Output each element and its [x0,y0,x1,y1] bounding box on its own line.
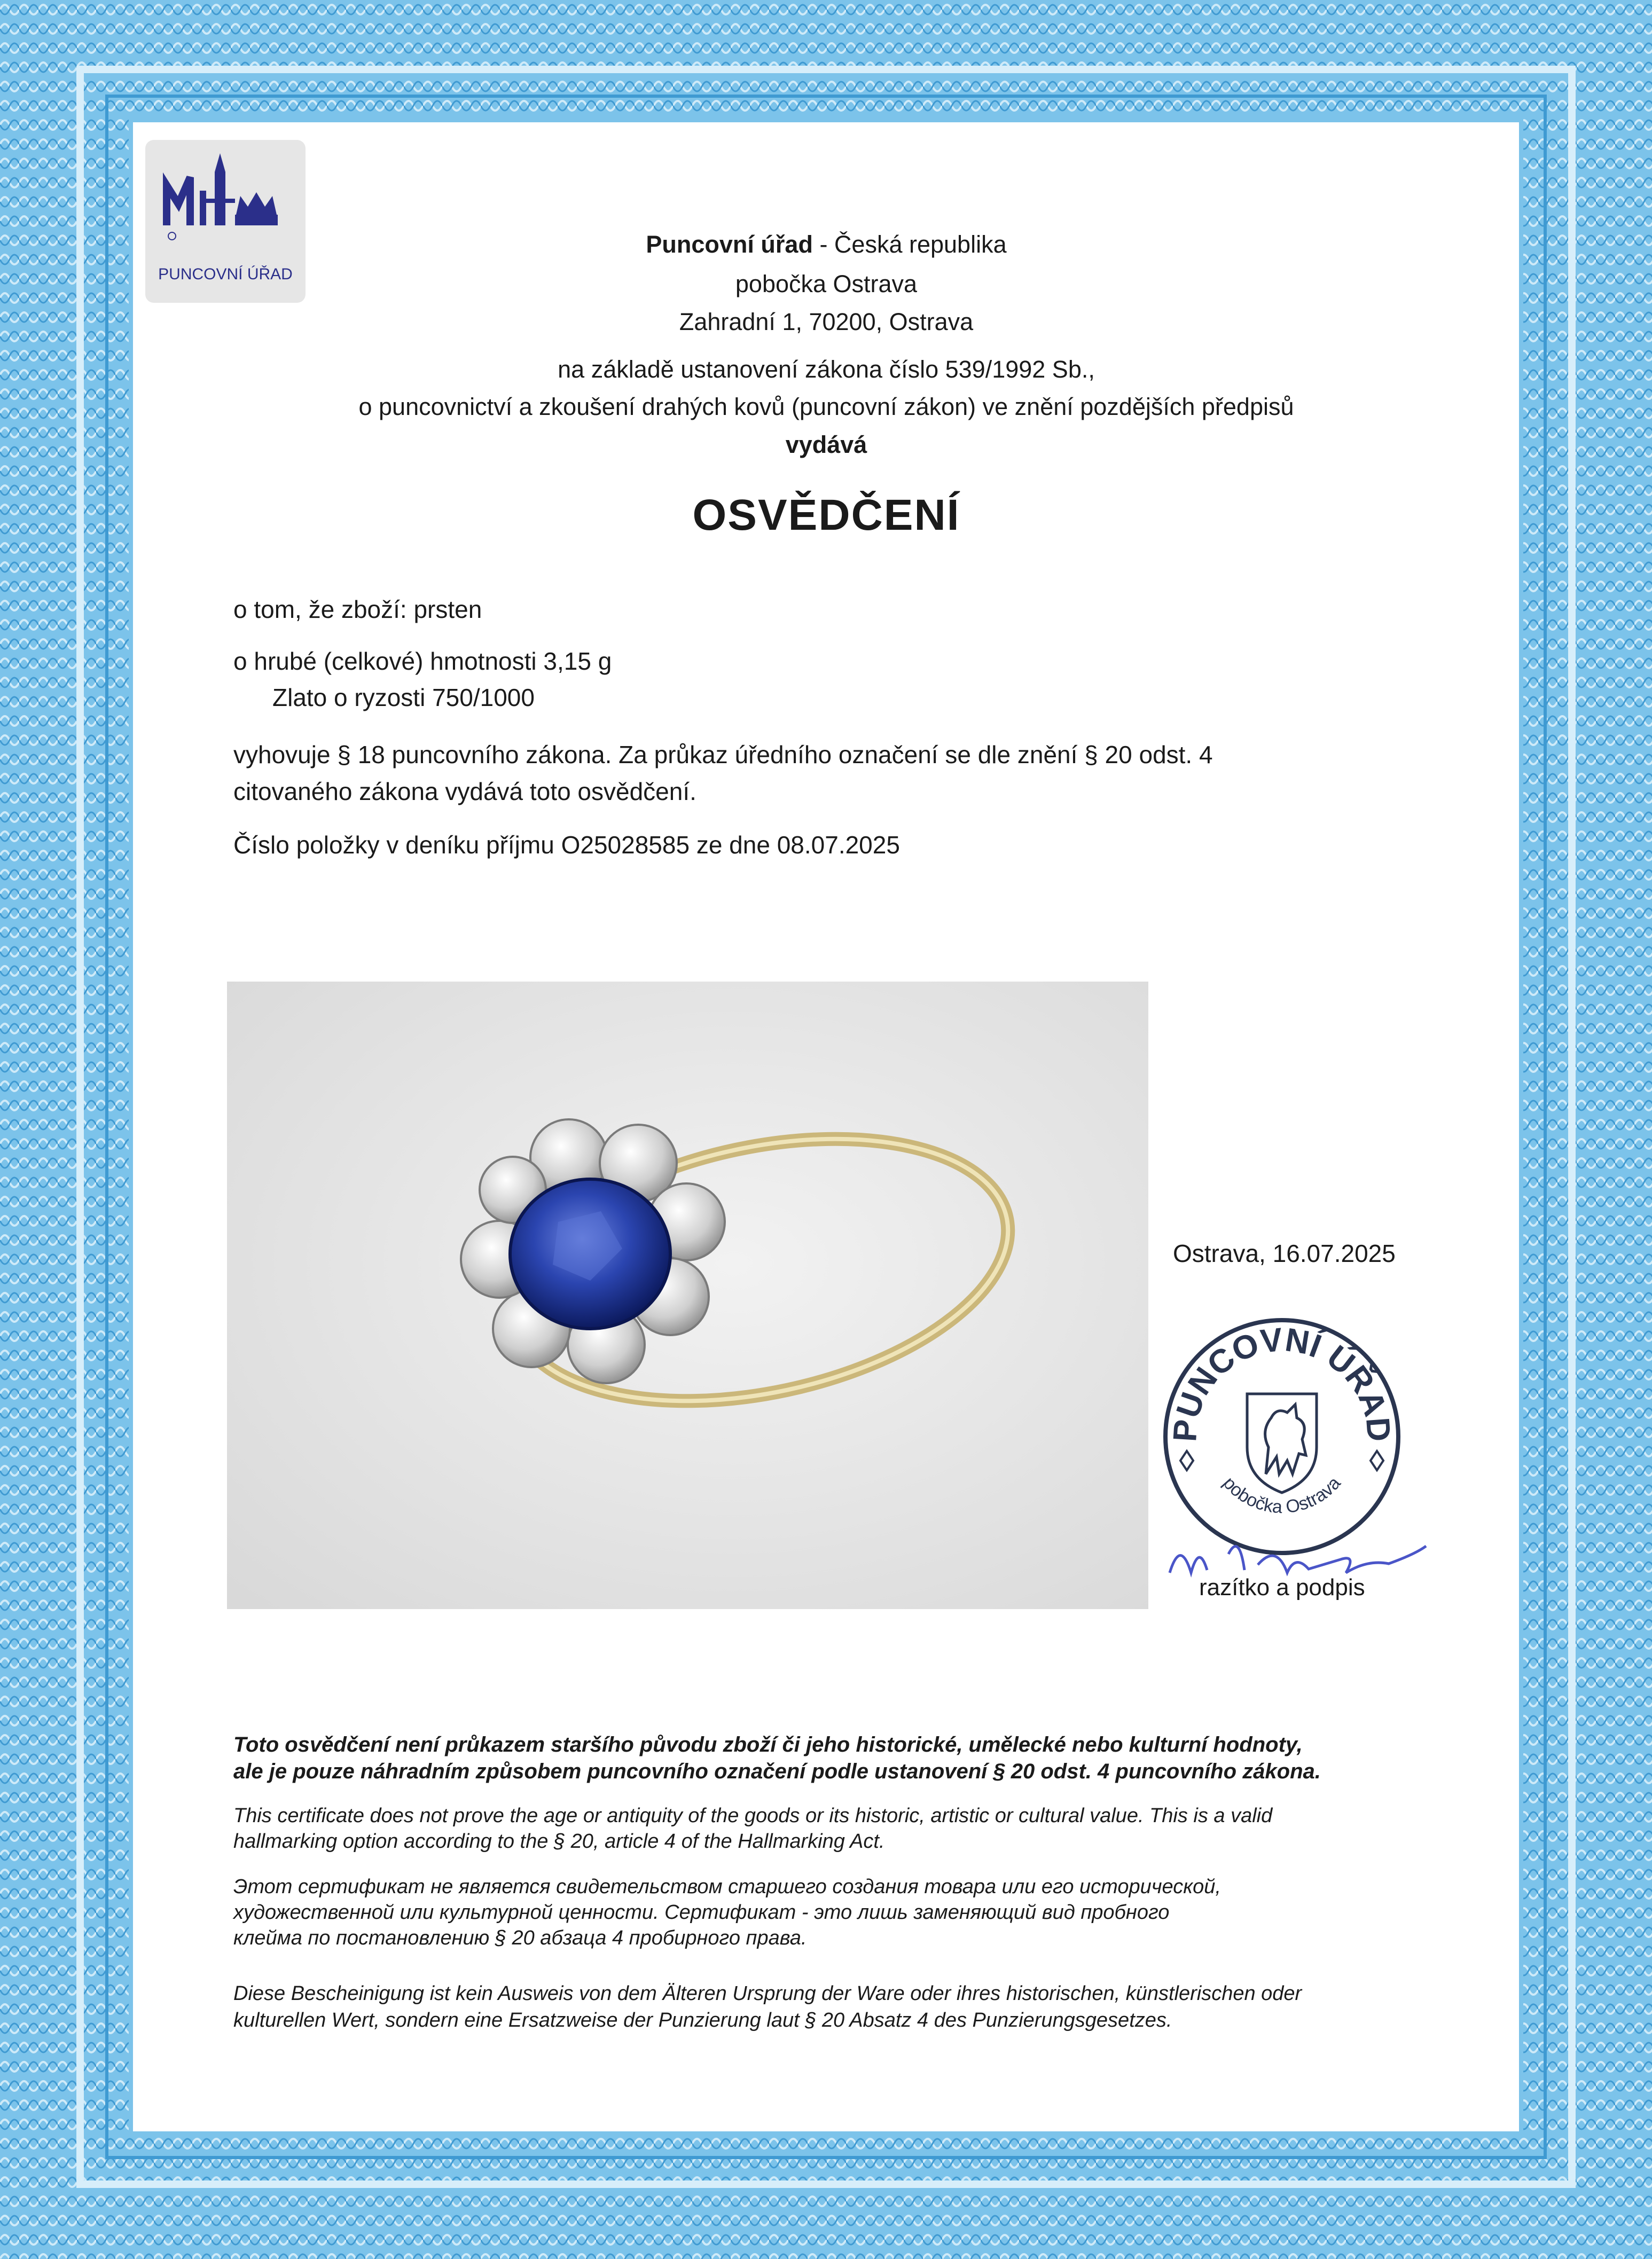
issuer-name [140,226,1513,263]
ring-photo [227,982,1148,1609]
issuer-country: - Česká republika [812,231,1007,258]
disclaimer-en-line1: This certificate does not prove the age or antiquity of the goods or its historic, artistic or cultural value. This is a valid [233,1805,1273,1827]
disclaimer-en-line2: hallmarking option according to the § 20, article 4 of the Hallmarking Act. [233,1830,885,1853]
legal-basis-line2: o puncovnictví a zkoušení drahých kovů (puncovní zákon) ve znění pozdějších předpisů [358,393,1294,420]
disclaimer-ru-line1: Этот сертификат не является свидетельством старшего создания товара или его исторической, [233,1876,1221,1898]
stamp-bottom-text: pobočka Ostrava [1219,1473,1345,1518]
stamp-signature-label: razítko a podpis [1199,1574,1365,1601]
stamp-top-text: PUNCOVNÍ ÚŘAD [1166,1321,1398,1443]
issuer-address: Zahradní 1, 70200, Ostrava [679,308,974,335]
issuer-branch: pobočka Ostrava [735,270,918,297]
certificate-title: OSVĚDČENÍ [692,491,960,539]
disclaimer-de-line2: kulturellen Wert, sondern eine Ersatzweise der Punzierung laut § 20 Absatz 4 des Punzierungsgesetzes. [233,2009,1172,2031]
sapphire-ring-image [227,982,1148,1609]
record-line: Číslo položky v deníku příjmu O25028585 ze dne 08.07.2025 [233,831,900,859]
disclaimer-de-line1: Diese Bescheinigung ist kein Ausweis von dem Älteren Ursprung der Ware oder ihres historischen, künstlerischen oder [233,1982,1302,2005]
lion-coat-of-arms-icon [1247,1394,1317,1493]
issuer-office: Puncovní úřad [646,231,813,258]
compliance-line1: vyhovuje § 18 puncovního zákona. Za průkaz úředního označení se dle znění § 20 odst. 4 [233,741,1213,768]
material-line: Zlato o ryzosti 750/1000 [272,684,535,711]
disclaimer-cz-line2: ale je pouze náhradním způsobem puncovního označení podle ustanovení § 20 odst. 4 puncovního zákona. [233,1760,1321,1783]
disclaimer-ru-line3: клейма по постановлению § 20 абзаца 4 пробирного права. [233,1927,807,1949]
issues-label: vydává [785,431,867,458]
logo-label: PUNCOVNÍ ÚŘAD [158,265,293,283]
disclaimer-ru-line2: художественной или культурной ценности. Сертификат - это лишь заменяющий вид пробного [233,1901,1170,1924]
disclaimer-cz-line1: Toto osvědčení není průkazem staršího původu zboží či jeho historické, umělecké nebo kulturní hodnoty, [233,1733,1303,1756]
compliance-line2: citovaného zákona vydává toto osvědčení. [233,778,696,805]
weight-line: o hrubé (celkové) hmotnosti 3,15 g [233,647,612,675]
legal-basis-line1: na základě ustanovení zákona číslo 539/1992 Sb., [558,356,1095,383]
place-date: Ostrava, 16.07.2025 [1173,1240,1396,1267]
goods-line: o tom, že zboží: prsten [233,595,482,623]
